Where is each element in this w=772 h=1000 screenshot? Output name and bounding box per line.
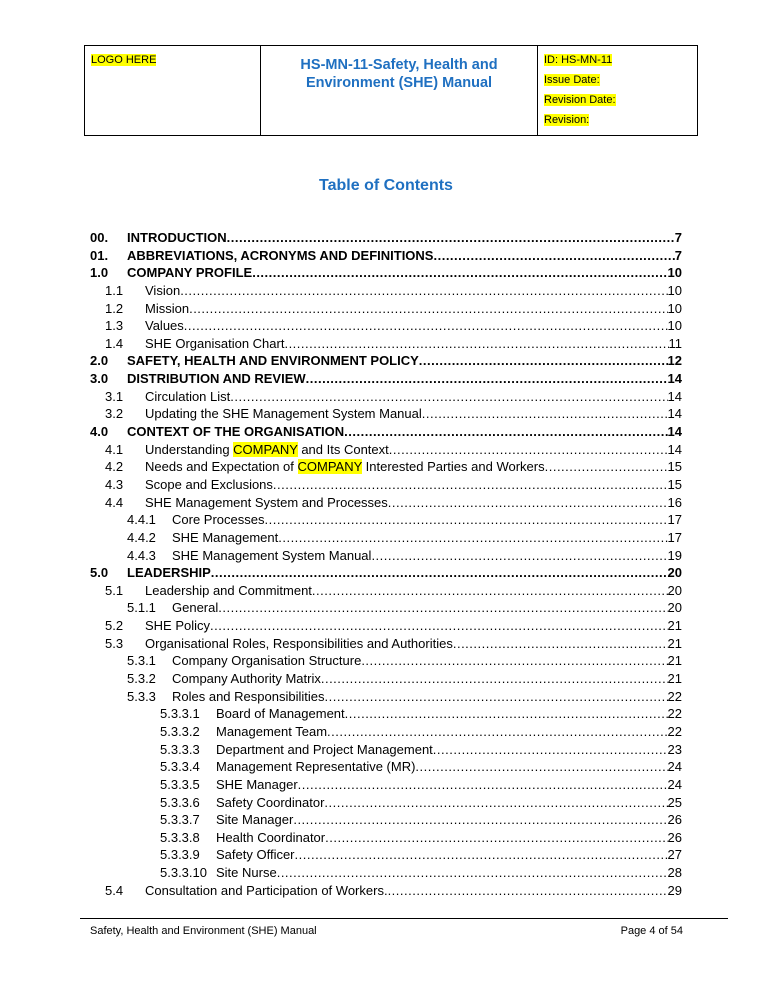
toc-entry[interactable] <box>90 335 682 353</box>
toc-entry-title: DISTRIBUTION AND REVIEW <box>127 371 306 387</box>
dot-leader <box>422 405 668 423</box>
toc-entry[interactable] <box>90 229 682 247</box>
toc-entry-number: 1.4 <box>105 335 124 351</box>
toc-entry[interactable] <box>90 635 682 653</box>
toc-entry[interactable] <box>90 388 682 406</box>
toc-entry-title-wrap <box>145 282 180 300</box>
toc-entry-page: 10 <box>667 300 682 316</box>
toc-entry-page: 22 <box>667 688 682 704</box>
toc-entry[interactable] <box>90 529 682 547</box>
toc-entry-page: 7 <box>674 247 682 263</box>
toc-entry-title-wrap <box>216 758 415 776</box>
toc-entry-title-wrap <box>172 688 324 706</box>
toc-entry-page: 12 <box>667 353 682 369</box>
dot-leader <box>180 282 667 300</box>
toc-entry-number: 5.3 <box>105 635 124 651</box>
toc-entry-title: SHE Organisation Chart <box>145 335 285 351</box>
toc-entry-title-wrap <box>216 864 277 882</box>
toc-entry-title: SHE Management System and Processes <box>145 494 388 510</box>
toc-entry-title-wrap <box>216 829 325 847</box>
revision-date: Revision Date: <box>544 94 616 106</box>
toc-entry-number: 5.3.3.1 <box>160 706 200 722</box>
toc-entry-title-wrap <box>145 494 388 512</box>
toc-entry-title: Management Representative (MR) <box>216 759 416 775</box>
toc-entry[interactable] <box>90 441 682 459</box>
toc-heading: Table of Contents <box>319 177 453 194</box>
toc-entry-title-wrap <box>145 882 388 900</box>
toc-entry-title: Department and Project Management <box>216 741 433 757</box>
toc-entry-title-wrap <box>145 476 273 494</box>
dot-leader <box>189 300 667 318</box>
toc-entry-page: 19 <box>667 547 682 563</box>
toc-entry-title-wrap <box>172 599 218 617</box>
footer-divider <box>80 918 728 919</box>
toc-entry-number: 5.3.3 <box>127 688 156 704</box>
toc-entry-title: ABBREVIATIONS, ACRONYMS AND DEFINITIONS <box>127 247 434 263</box>
toc-entry[interactable] <box>90 758 682 776</box>
toc-entry-page: 14 <box>667 406 682 422</box>
toc-entry-number: 3.1 <box>105 388 124 404</box>
toc-entry-number: 5.3.3.3 <box>160 741 200 757</box>
toc-entry-title-wrap <box>145 635 453 653</box>
toc-entry[interactable] <box>90 582 682 600</box>
dot-leader <box>284 335 668 353</box>
toc-entry-page: 16 <box>667 494 682 510</box>
toc-entry[interactable] <box>90 352 682 370</box>
toc-entry-title: Consultation and Participation of Workers. <box>145 882 388 898</box>
toc-entry-title-wrap <box>145 388 230 406</box>
toc-entry-page: 10 <box>667 318 682 334</box>
toc-entry-page: 21 <box>667 635 682 651</box>
toc-entry-number: 00. <box>90 230 109 245</box>
toc-entry-number: 01. <box>90 247 109 263</box>
toc-entry-title: Vision <box>145 282 181 298</box>
toc-entry-title: SHE Manager <box>216 776 298 792</box>
logo-cell <box>85 46 261 135</box>
dot-leader <box>295 846 668 864</box>
toc-entry-page: 23 <box>667 741 682 757</box>
dot-leader <box>545 458 668 476</box>
dot-leader <box>312 582 668 600</box>
toc-entry-page: 26 <box>667 829 682 845</box>
toc-entry-title: SHE Management System Manual <box>172 547 372 563</box>
dot-leader <box>227 229 675 247</box>
table-of-contents <box>90 229 682 899</box>
toc-entry-number: 4.4.3 <box>127 547 156 563</box>
dot-leader <box>453 635 668 653</box>
toc-entry-page: 17 <box>667 512 682 528</box>
dot-leader <box>273 476 668 494</box>
highlighted-company-placeholder: COMPANY <box>233 441 298 457</box>
toc-entry-title-rest: Interested Parties and Workers <box>362 459 545 475</box>
toc-entry-page: 24 <box>667 759 682 775</box>
toc-entry-page: 20 <box>667 565 682 581</box>
dot-leader <box>419 352 668 370</box>
toc-entry-title-wrap <box>127 423 344 441</box>
toc-entry-title-wrap <box>145 441 389 459</box>
toc-entry-title-wrap <box>172 511 264 529</box>
toc-entry-title-wrap <box>172 529 278 547</box>
toc-entry-page: 21 <box>667 653 682 669</box>
toc-entry-page: 11 <box>668 335 682 351</box>
toc-entry[interactable] <box>90 247 682 265</box>
revision: Revision: <box>544 114 590 126</box>
dot-leader <box>361 652 667 670</box>
toc-entry-title: Organisational Roles, Responsibilities and Authorities <box>145 635 453 651</box>
toc-entry[interactable] <box>90 405 682 423</box>
toc-entry[interactable] <box>90 864 682 882</box>
toc-entry-title-wrap <box>127 370 306 388</box>
dot-leader <box>278 529 667 547</box>
toc-entry-title: Updating the SHE Management System Manual <box>145 406 422 422</box>
toc-entry-title: Values <box>145 318 184 334</box>
toc-entry-page: 27 <box>667 847 682 863</box>
dot-leader <box>344 423 667 441</box>
toc-entry-title-wrap <box>172 652 361 670</box>
dot-leader <box>277 864 668 882</box>
toc-entry-title: Understanding <box>145 441 234 457</box>
footer-document-name: Safety, Health and Environment (SHE) Manual <box>90 925 317 937</box>
toc-entry-number: 4.4.2 <box>127 529 156 545</box>
toc-entry-page: 14 <box>667 424 682 440</box>
toc-entry-page: 14 <box>667 388 682 404</box>
toc-entry-number: 4.4 <box>105 494 124 510</box>
toc-entry[interactable] <box>90 652 682 670</box>
dot-leader <box>211 564 668 582</box>
document-meta-cell <box>538 46 697 135</box>
toc-entry-page: 21 <box>667 671 682 687</box>
toc-entry[interactable] <box>90 264 682 282</box>
toc-entry-page: 28 <box>667 865 682 881</box>
dot-leader <box>184 317 668 335</box>
dot-leader <box>389 441 668 459</box>
toc-entry-number: 5.3.2 <box>127 671 156 687</box>
toc-entry-title-wrap <box>216 794 324 812</box>
toc-entry-title: Scope and Exclusions <box>145 476 273 492</box>
toc-entry-title: COMPANY PROFILE <box>127 265 253 281</box>
toc-entry-title: Leadership and Commitment <box>145 582 312 598</box>
toc-entry-number: 5.3.3.8 <box>160 829 200 845</box>
toc-entry[interactable] <box>90 846 682 864</box>
toc-entry-title-wrap <box>216 705 345 723</box>
toc-entry[interactable] <box>90 370 682 388</box>
toc-entry-number: 4.4.1 <box>127 512 156 528</box>
toc-entry-title-wrap <box>216 776 298 794</box>
toc-entry-number: 5.3.3.5 <box>160 776 200 792</box>
toc-entry-title: CONTEXT OF THE ORGANISATION <box>127 424 345 440</box>
toc-entry-title-wrap <box>172 547 371 565</box>
toc-entry-title-wrap <box>145 405 422 423</box>
dot-leader <box>345 705 668 723</box>
toc-entry-number: 3.0 <box>90 371 109 387</box>
toc-entry-title: SHE Policy <box>145 618 211 634</box>
toc-entry-number: 1.2 <box>105 300 124 316</box>
toc-entry-number: 4.2 <box>105 459 124 475</box>
toc-entry-title-wrap <box>145 582 312 600</box>
toc-entry-page: 20 <box>667 582 682 598</box>
toc-entry-number: 4.3 <box>105 476 124 492</box>
toc-entry-title: Safety Officer <box>216 847 295 863</box>
toc-entry-page: 17 <box>667 529 682 545</box>
toc-entry-number: 4.1 <box>105 441 124 457</box>
toc-entry-title: Board of Management <box>216 706 345 722</box>
toc-entry-page: 22 <box>667 706 682 722</box>
toc-entry-title: SHE Management <box>172 529 279 545</box>
toc-entry-title: Core Processes <box>172 512 265 528</box>
toc-entry-page: 22 <box>667 723 682 739</box>
toc-entry-title: SAFETY, HEALTH AND ENVIRONMENT POLICY <box>127 353 419 369</box>
dot-leader <box>325 829 667 847</box>
toc-entry-number: 1.0 <box>90 265 109 281</box>
toc-entry-number: 5.0 <box>90 565 109 581</box>
toc-entry-title-rest: and Its Context <box>297 441 389 457</box>
toc-entry-title-wrap <box>127 352 419 370</box>
toc-entry-title: Company Organisation Structure <box>172 653 362 669</box>
highlighted-company-placeholder: COMPANY <box>297 459 363 475</box>
dot-leader <box>264 511 667 529</box>
dot-leader <box>327 723 667 741</box>
document-title-cell <box>261 46 538 135</box>
toc-entry-number: 1.1 <box>105 282 124 298</box>
toc-entry[interactable] <box>90 423 682 441</box>
toc-entry-number: 5.1.1 <box>127 600 156 616</box>
toc-entry-number: 5.4 <box>105 882 124 898</box>
toc-entry[interactable] <box>90 511 682 529</box>
toc-entry-page: 20 <box>667 600 682 616</box>
dot-leader <box>293 811 667 829</box>
toc-entry-number: 3.2 <box>105 406 124 422</box>
toc-entry[interactable] <box>90 811 682 829</box>
logo-placeholder: LOGO HERE <box>91 54 157 66</box>
toc-entry-title: Site Manager <box>216 812 294 828</box>
dot-leader <box>218 599 667 617</box>
toc-entry-page: 15 <box>667 476 682 492</box>
toc-entry-title: Site Nurse <box>216 865 277 881</box>
toc-entry[interactable] <box>90 829 682 847</box>
toc-entry[interactable] <box>90 617 682 635</box>
toc-entry-number: 4.0 <box>90 424 109 440</box>
toc-entry-title-wrap <box>145 300 189 318</box>
toc-entry-title-wrap <box>127 247 433 265</box>
toc-entry-page: 24 <box>667 776 682 792</box>
toc-entry-title: Safety Coordinator <box>216 794 325 810</box>
toc-entry[interactable] <box>90 476 682 494</box>
toc-entry-number: 5.3.3.10 <box>160 865 207 881</box>
dot-leader <box>230 388 667 406</box>
toc-entry-title: Roles and Responsibilities <box>172 688 325 704</box>
toc-entry[interactable] <box>90 282 682 300</box>
toc-entry[interactable] <box>90 882 682 900</box>
dot-leader <box>210 617 668 635</box>
toc-entry-title: LEADERSHIP <box>127 565 211 581</box>
toc-entry-title: Health Coordinator <box>216 829 326 845</box>
toc-entry-page: 10 <box>667 282 682 298</box>
toc-entry-title-wrap <box>172 670 321 688</box>
toc-entry-number: 5.1 <box>105 582 124 598</box>
toc-entry-title: Needs and Expectation of <box>145 459 298 475</box>
toc-entry-number: 5.3.3.4 <box>160 759 200 775</box>
toc-entry-title-wrap <box>127 264 252 282</box>
toc-entry-number: 5.3.1 <box>127 653 156 669</box>
toc-entry-page: 10 <box>667 265 682 281</box>
toc-entry-title: Management Team <box>216 723 328 739</box>
toc-entry-page: 7 <box>674 230 682 245</box>
document-title-line1: HS-MN-11-Safety, Health and <box>300 57 498 73</box>
dot-leader <box>252 264 667 282</box>
toc-entry-number: 5.3.3.7 <box>160 812 200 828</box>
toc-entry[interactable] <box>90 670 682 688</box>
toc-entry-number: 5.3.3.9 <box>160 847 200 863</box>
toc-entry-title: Circulation List <box>145 388 231 404</box>
dot-leader <box>415 758 667 776</box>
document-title-line2: Environment (SHE) Manual <box>305 75 493 91</box>
toc-entry[interactable] <box>90 317 682 335</box>
dot-leader <box>324 688 667 706</box>
dot-leader <box>298 776 668 794</box>
toc-entry[interactable] <box>90 300 682 318</box>
toc-entry-title-wrap <box>127 229 227 247</box>
toc-entry-number: 5.3.3.2 <box>160 723 200 739</box>
toc-entry[interactable] <box>90 776 682 794</box>
toc-entry-page: 14 <box>667 371 682 387</box>
dot-leader <box>433 741 668 759</box>
document-id: ID: HS-MN-11 <box>544 54 613 66</box>
dot-leader <box>433 247 674 265</box>
toc-entry-number: 5.3.3.6 <box>160 794 200 810</box>
dot-leader <box>324 794 667 812</box>
document-header-table <box>84 45 698 136</box>
toc-entry-title: General <box>172 600 219 616</box>
dot-leader <box>388 882 668 900</box>
toc-entry-page: 25 <box>667 794 682 810</box>
toc-entry-title-wrap <box>127 564 211 582</box>
issue-date: Issue Date: <box>544 74 600 86</box>
toc-entry[interactable] <box>90 705 682 723</box>
toc-entry-title-wrap <box>216 723 327 741</box>
dot-leader <box>388 494 668 512</box>
toc-entry-number: 1.3 <box>105 318 124 334</box>
toc-entry-title: INTRODUCTION <box>127 230 227 245</box>
toc-entry-title-wrap <box>216 846 295 864</box>
toc-entry-page: 26 <box>667 812 682 828</box>
dot-leader <box>371 547 667 565</box>
dot-leader <box>321 670 668 688</box>
toc-entry[interactable] <box>90 794 682 812</box>
toc-entry-number: 2.0 <box>90 353 109 369</box>
toc-entry[interactable] <box>90 723 682 741</box>
toc-entry-title-wrap <box>145 458 545 476</box>
footer-page-number: Page 4 of 54 <box>620 925 683 937</box>
toc-entry[interactable] <box>90 458 682 476</box>
toc-entry-number: 5.2 <box>105 618 124 634</box>
toc-entry[interactable] <box>90 494 682 512</box>
toc-entry-title-wrap <box>145 617 210 635</box>
toc-entry-page: 29 <box>667 882 682 898</box>
toc-entry[interactable] <box>90 741 682 759</box>
toc-entry-title: Mission <box>145 300 190 316</box>
toc-entry-page: 21 <box>667 618 682 634</box>
toc-entry-title-wrap <box>145 317 184 335</box>
toc-entry-title-wrap <box>216 811 293 829</box>
toc-entry[interactable] <box>90 564 682 582</box>
toc-entry[interactable] <box>90 688 682 706</box>
toc-entry-title-wrap <box>216 741 433 759</box>
toc-entry[interactable] <box>90 599 682 617</box>
toc-entry-title-wrap <box>145 335 284 353</box>
toc-entry-page: 15 <box>667 459 682 475</box>
toc-entry-title: Company Authority Matrix <box>172 671 321 687</box>
toc-entry-page: 14 <box>667 441 682 457</box>
dot-leader <box>306 370 668 388</box>
toc-entry[interactable] <box>90 547 682 565</box>
